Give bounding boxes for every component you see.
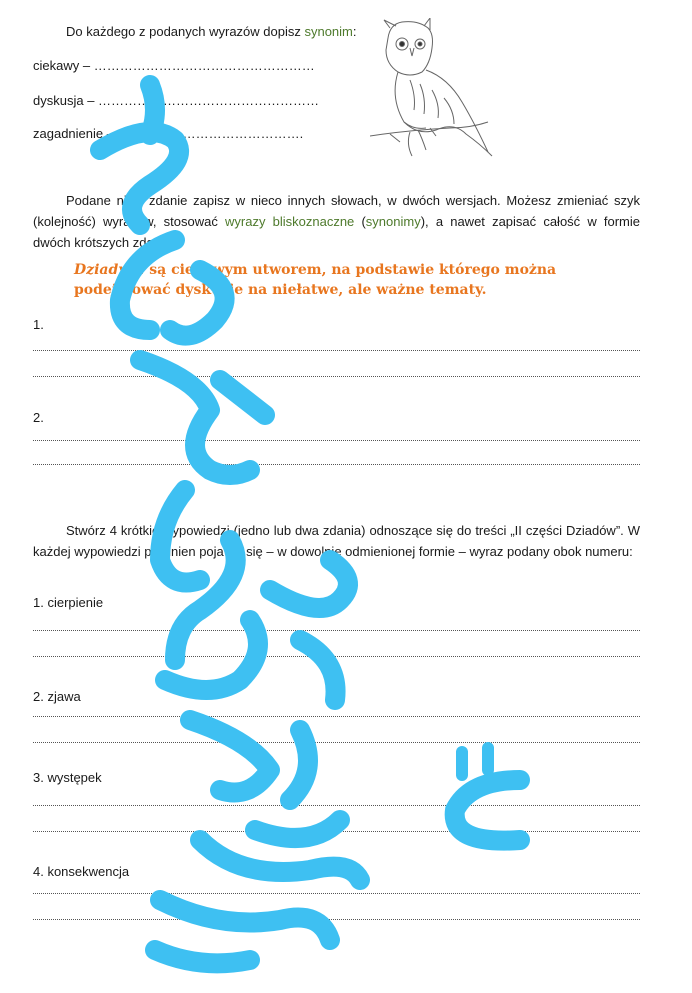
answer-line[interactable] <box>33 831 640 832</box>
statements-text: Stwórz 4 krótkie wypowiedzi (jedno lub dwa zdania) odnoszące się do treści „II części Dziadów”. W każdej wypowiedzi powinien pojawić się – w dowolnie odmienionej formie – wyraz podany obok numeru: <box>33 523 640 559</box>
synonym-item-2 <box>33 93 319 108</box>
bliskoznaczne-highlight: wyrazy bliskoznaczne <box>225 214 355 229</box>
statements-instruction <box>33 520 640 562</box>
version-1-number: 1. <box>33 317 44 332</box>
quote-title: Dziady II <box>74 262 145 278</box>
answer-line[interactable] <box>33 656 640 657</box>
answer-line[interactable] <box>33 464 640 465</box>
quote-line-2: podejmować dyskusje na niełatwe, ale ważne tematy. <box>74 282 487 298</box>
item-word: ciekawy – <box>33 58 91 73</box>
paren-open: ( <box>354 214 366 229</box>
answer-blank[interactable]: …………………………………………… <box>93 58 315 73</box>
quote-text: są ciekawym utworem, na podstawie którego można <box>144 262 557 278</box>
answer-line[interactable] <box>33 376 640 377</box>
item-word: zagadnienie – <box>33 126 114 141</box>
instruction-colon: : <box>352 24 357 39</box>
word-item-4: 4. konsekwencja <box>33 864 130 879</box>
synonym-item-1 <box>33 58 315 73</box>
synonimy-highlight: synonimy <box>365 214 421 229</box>
word-item-1: 1. cierpienie <box>33 595 104 610</box>
answer-line[interactable] <box>33 893 640 894</box>
owl-illustration-icon <box>370 18 495 168</box>
synonym-item-3 <box>33 126 303 141</box>
rewrite-text-end: ), a nawet zapisać całość w formie dwóch krótszych zdań. <box>33 214 641 250</box>
answer-line[interactable] <box>33 630 640 631</box>
answer-line[interactable] <box>33 350 640 351</box>
item-word: dyskusja – <box>33 93 95 108</box>
synonym-highlight: synonim <box>304 24 353 39</box>
answer-line[interactable] <box>33 742 640 743</box>
synonym-instruction <box>66 24 357 39</box>
answer-blank[interactable]: ……………………………………. <box>117 126 304 141</box>
rewrite-instruction <box>33 190 640 253</box>
answer-line[interactable] <box>33 805 640 806</box>
rewrite-text: Podane niżej zdanie zapisz w nieco innych słowach, w dwóch wersjach. Możesz zmieniać szyk (kolejność) wyrazów, stosować <box>33 193 640 229</box>
instruction-text: Do każdego z podanych wyrazów dopisz <box>66 24 305 39</box>
quote-line-1 <box>74 260 556 280</box>
answer-blank[interactable]: …………………………………………… <box>98 93 320 108</box>
version-2-number: 2. <box>33 410 44 425</box>
quote-sentence <box>74 260 556 300</box>
answer-line[interactable] <box>33 716 640 717</box>
word-item-2: 2. zjawa <box>33 689 81 704</box>
answer-line[interactable] <box>33 919 640 920</box>
answer-line[interactable] <box>33 440 640 441</box>
word-item-3: 3. występek <box>33 770 102 785</box>
